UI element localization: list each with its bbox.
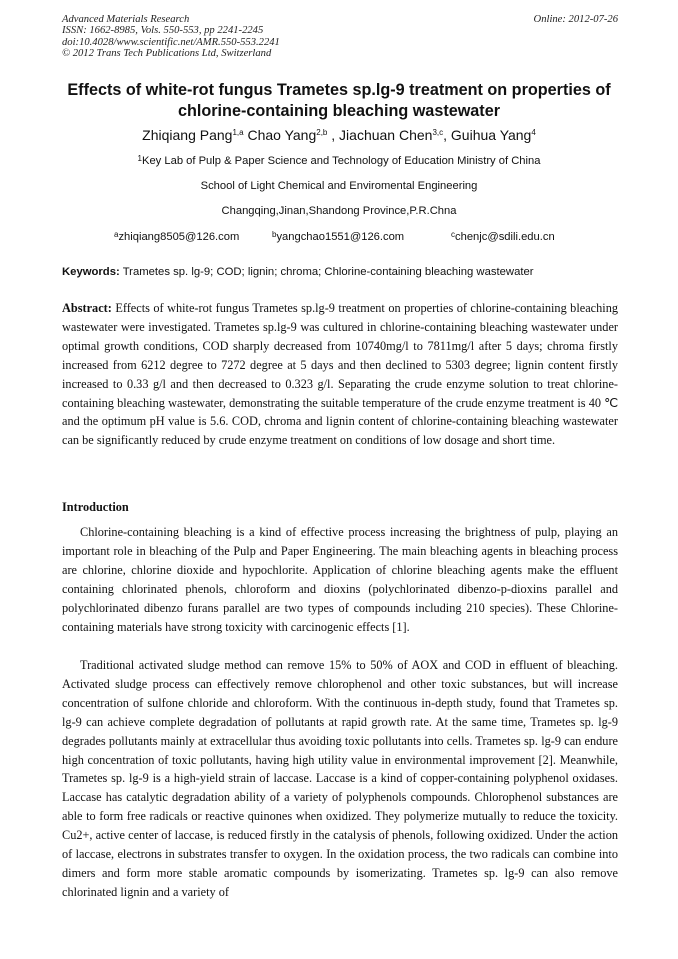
email-sup: c: [451, 230, 455, 239]
affiliation-line-1: [0, 154, 678, 168]
author-sup: 1,a: [232, 128, 244, 137]
email-item: [451, 230, 555, 244]
online-date: Online: 2012-07-26: [533, 14, 618, 25]
email-address: zhiqiang8505@126.com: [118, 231, 240, 243]
keywords: [62, 265, 618, 279]
abstract: [62, 299, 618, 450]
intro-paragraph-1: Chlorine-containing bleaching is a kind of effective process increasing the brightness of pulp, playing an important role in bleaching of the Pulp and Paper Engineering. The main bleaching agents in bleaching process are chlorine, chlorine dioxide and hypochlorite. Application of chlorine bleaching agents make the effluent containing chlorinated phenols, chloroform and dioxins (polychlorinated dibenzo-p-dioxins parallel and polychlorinated dibenzo furans parallel are two types of compounds including 210 species). These Chlorine-containing materials have strong toxicity with carcinogenic effects [1].: [62, 525, 618, 634]
author-name: Zhiqiang Pang: [142, 127, 233, 143]
abstract-text: Effects of white-rot fungus Trametes sp.lg-9 treatment on properties of chlorine-containing bleaching wastewater were investigated. Trametes sp.lg-9 was cultured in chlorine-containing bleaching wastewater under optimal growth conditions, COD sharply decreased from 10740mg/l to 7811mg/l after 5 days; chroma firstly increased from 6212 degree to 7272 degree at 5 days and then declined to 5303 degree; lignin content firstly increased to 0.33 g/l and then decreased to 0.323 g/l. Separating the crude enzyme solution to treat chlorine-containing bleaching wastewater, demonstrating the suitable temperature of the crude enzyme treatment is 40 ℃ and the optimum pH value is 5.6. COD, chroma and lignin content of chlorine-containing bleaching wastewater can be significantly reduced by crude enzyme treatment on conditions of low dosage and short time.: [62, 301, 618, 448]
title-line-1: Effects of white-rot fungus Trametes sp.lg-9 treatment on properties of: [67, 81, 611, 99]
email-item: [114, 230, 239, 244]
author-sup: 3,c: [432, 128, 444, 137]
author-name: Guihua Yang: [450, 127, 532, 143]
affiliation-line-3: Changqing,Jinan,Shandong Province,P.R.Chna: [221, 205, 457, 217]
journal-name: Advanced Materials Research: [62, 14, 190, 25]
author-name: Chao Yang: [247, 127, 317, 143]
intro-paragraph-2: Traditional activated sludge method can remove 15% to 50% of AOX and COD in effluent of bleaching. Activated sludge process can effectively remove chlorophenol and other toxic substances, but will increase concentration of sulfone chloride and chloroform. With the continuous in-depth study, found that Trametes sp. lg-9 can achieve complete degradation of pollutants at rapid growth rate. At the same time, Trametes sp. lg-9 degrades pollutants mainly at extracellular thus avoiding toxic pollutants into cells. Trametes sp. lg-9 can endure high concentration of toxic pollutants, having high utility value in environmental improvement [2]. Meanwhile, Trametes sp. lg-9 is a high-yield strain of laccase. Laccase is a kind of copper-containing polyphenol oxidases. Laccase has catalytic degradation ability of a variety of polyphenols compounds. Chlorophenol substances are able to form free radicals or reactive quinones when oxidized. They polymerize mutually to reduce the toxicity. Cu2+, active center of laccase, is reduced firstly in the catalysis of phenols, following oxidized. Under the action of laccase, electrons in substrates transfer to oxygen. In the oxidation process, the two radicals can combine into dimers and form more stable aromatic compounds by isomerizating. Trametes sp. lg-9 can also remove chlorinated lignin and a variety of: [62, 658, 618, 899]
author-separator: ,: [327, 127, 340, 143]
journal-header: [62, 14, 618, 60]
affiliation-text: Key Lab of Pulp & Paper Science and Technology of Education Ministry of China: [142, 155, 541, 167]
author-sup: 2,b: [316, 128, 328, 137]
keywords-text: Trametes sp. lg-9; COD; lignin; chroma; Chlorine-containing bleaching wastewater: [119, 266, 534, 278]
paper-title: [40, 80, 638, 122]
email-item: [272, 230, 404, 244]
keywords-label: Keywords:: [62, 266, 120, 278]
affiliation-sup: 1: [137, 154, 142, 163]
issn-line: ISSN: 1662-8985, Vols. 550-553, pp 2241-2245: [62, 25, 264, 37]
author-name: Jiachuan Chen: [339, 127, 433, 143]
doi-line: doi:10.4028/www.scientific.net/AMR.550-553.2241: [62, 36, 280, 48]
email-sup: b: [272, 230, 277, 239]
copyright-line: © 2012 Trans Tech Publications Ltd, Switzerland: [62, 48, 272, 60]
author-sup: 4: [531, 128, 536, 137]
author-separator: ,: [443, 127, 451, 143]
affiliation-line-2: School of Light Chemical and Enviromental Engineering: [200, 180, 478, 192]
email-sup: a: [114, 230, 119, 239]
title-line-2: chlorine-containing bleaching wastewater: [177, 102, 500, 120]
introduction-heading: Introduction: [62, 500, 129, 514]
author-list: [0, 126, 678, 144]
email-address: chenjc@sdili.edu.cn: [455, 231, 555, 243]
email-address: yangchao1551@126.com: [276, 231, 405, 243]
abstract-label: Abstract:: [62, 301, 112, 315]
